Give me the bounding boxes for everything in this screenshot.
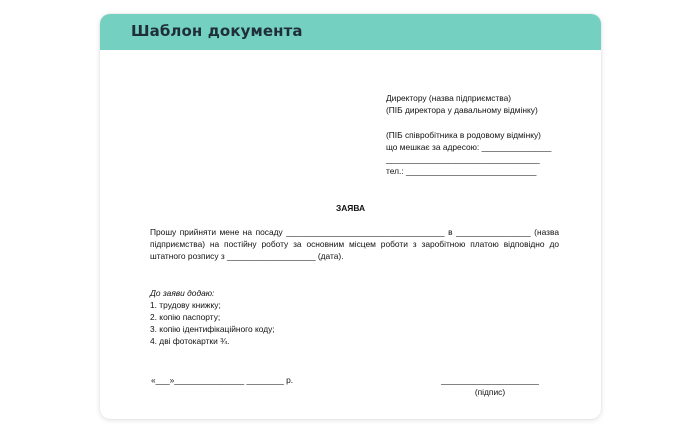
attachment-item: 1. трудову книжку; (150, 300, 221, 310)
document-title: ЗАЯВА (336, 203, 365, 213)
attachments-block (150, 287, 275, 347)
card-header (100, 14, 601, 50)
signature-caption: (підпис) (474, 387, 506, 397)
addressee-phone: тел.: ____________________________ (386, 166, 537, 176)
signature-line: _____________________ (441, 375, 539, 385)
signature-block (440, 374, 540, 398)
attachments-lead: До заяви додаю: (150, 288, 215, 298)
page-title: Шаблон документа (131, 22, 303, 40)
addressee-address: що мешкає за адресою: _______________ (386, 142, 552, 152)
attachment-item: 2. копію паспорту; (150, 312, 221, 322)
date-line: «___»_______________ ________ р. (151, 375, 294, 385)
attachment-item: 4. дві фотокартки ¾. (150, 336, 230, 346)
body-text: Прошу прийняти мене на посаду __________________________________ в ________________ (назва підприємства) на постійну роботу за основним місцем роботи з заробітною платою відповідно до штатного розпису з ___________________ (дата). (150, 227, 559, 261)
addressee-director: Директору (назва підприємства) (386, 93, 512, 103)
document-template-card (100, 14, 601, 419)
addressee-director-name: (ПІБ директора у давальному відмінку) (386, 105, 538, 115)
attachment-item: 3. копію ідентифікаційного коду; (150, 324, 275, 334)
addressee-address-cont: _________________________________ (386, 154, 540, 164)
document-body (150, 226, 559, 262)
addressee-block (386, 92, 551, 177)
addressee-employee-name: (ПІБ співробітника в родовому відмінку) (386, 130, 541, 140)
